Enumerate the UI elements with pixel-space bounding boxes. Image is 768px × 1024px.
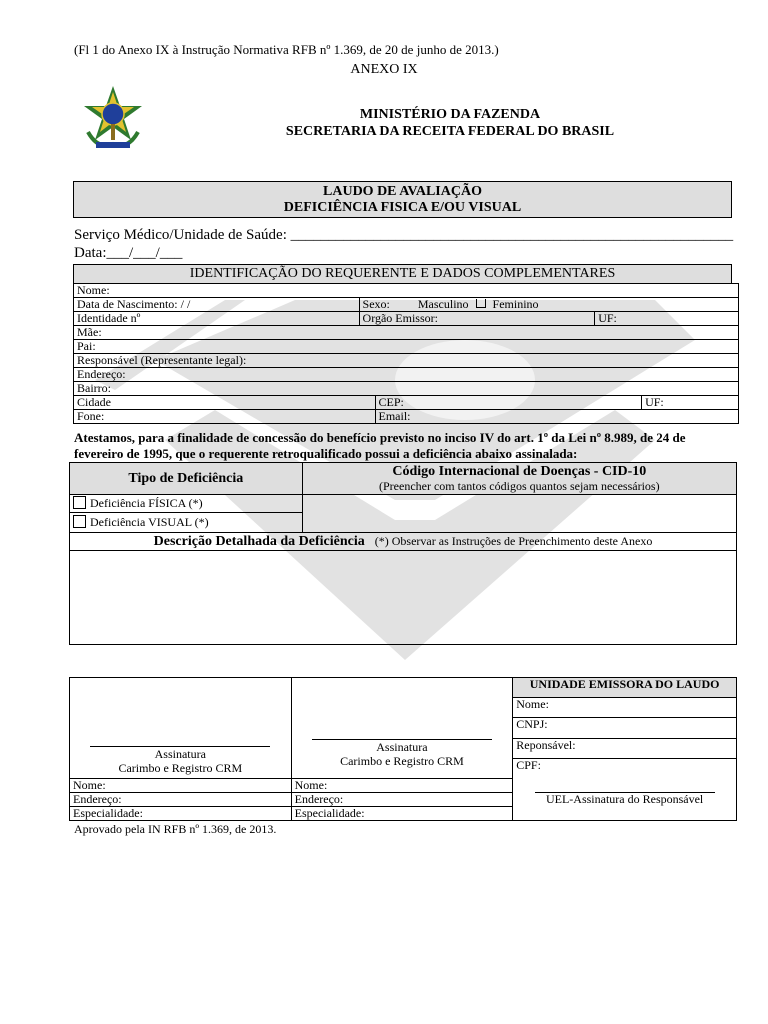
sex-field: [359, 298, 738, 312]
identification-heading: IDENTIFICAÇÃO DO REQUERENTE E DADOS COMPLEMENTARES: [73, 264, 732, 284]
health-service-field[interactable]: Serviço Médico/Unidade de Saúde: ___________________________________________________________: [74, 227, 734, 243]
deficiency-type-heading: Tipo de Deficiência: [70, 463, 303, 495]
table-row: [74, 382, 739, 396]
secretariat-name: SECRETARIA DA RECEITA FEDERAL DO BRASIL: [285, 124, 615, 139]
deficiency-table: [69, 462, 737, 645]
form-title-line1: LAUDO DE AVALIAÇÃO: [323, 184, 482, 199]
name-field[interactable]: Nome:: [74, 284, 739, 298]
issuer-signature[interactable]: [513, 779, 737, 821]
legal-representative-field[interactable]: Responsável (Representante legal):: [74, 354, 739, 368]
annex-label: ANEXO IX: [350, 62, 418, 77]
table-row: [70, 551, 737, 645]
stamp-label: Carimbo e Registro CRM: [118, 761, 243, 775]
physician-1-address-field[interactable]: Endereço:: [70, 793, 292, 807]
table-row: [74, 410, 739, 424]
physical-deficiency-option[interactable]: [70, 495, 303, 513]
approval-note: Aprovado pela IN RFB nº 1.369, de 2013.: [74, 822, 277, 836]
father-field[interactable]: Pai:: [74, 340, 739, 354]
description-heading: Descrição Detalhada da Deficiência: [153, 534, 365, 549]
description-heading-cell: [70, 533, 737, 551]
reference-note: (Fl 1 do Anexo IX à Instrução Normativa RFB nº 1.369, de 20 de junho de 2013.): [74, 42, 499, 57]
female-option-label[interactable]: Feminino: [492, 297, 539, 311]
visual-deficiency-checkbox[interactable]: [73, 515, 86, 528]
issuing-agency-field[interactable]: Orgão Emissor:: [359, 312, 595, 326]
table-row: [74, 312, 739, 326]
identification-table: [73, 283, 739, 424]
issuer-cnpj-field[interactable]: CNPJ:: [513, 718, 737, 738]
table-row: [74, 396, 739, 410]
ministry-name: MINISTÉRIO DA FAZENDA: [359, 107, 541, 122]
mother-field[interactable]: Mãe:: [74, 326, 739, 340]
physical-deficiency-label: Deficiência FÍSICA (*): [90, 496, 203, 510]
cid-note: (Preencher com tantos códigos quantos sejam necessários): [379, 479, 660, 493]
table-row: [70, 533, 737, 551]
physician-1-specialty-field[interactable]: Especialidade:: [70, 807, 292, 821]
table-row: [70, 495, 737, 513]
cid-heading: Código Internacional de Doenças - CID-10: [392, 464, 647, 479]
table-row: [70, 463, 737, 495]
table-row: [70, 779, 737, 793]
form-title-line2: DEFICIÊNCIA FISICA E/OU VISUAL: [283, 200, 522, 215]
address-field[interactable]: Endereço:: [74, 368, 739, 382]
table-row: [74, 284, 739, 298]
male-option-label[interactable]: Masculino: [417, 297, 469, 311]
date-field[interactable]: Data:___/___/___: [74, 245, 183, 261]
attestation-text: Atestamos, para a finalidade de concessão do benefício previsto no inciso IV do art. 1º da Lei nº 8.989, de 24 de fevereiro de 1995, que o requerente retroqualificado possui a deficiência abaixo assinalada:: [74, 430, 686, 461]
physician-signature-1[interactable]: [70, 678, 292, 779]
issuer-cpf-field[interactable]: CPF:: [513, 758, 737, 778]
city-field[interactable]: Cidade: [74, 396, 376, 410]
signature-label: Assinatura: [376, 740, 428, 754]
sex-label: Sexo:: [362, 297, 390, 311]
form-title: [73, 181, 732, 218]
issuer-name-field[interactable]: Nome:: [513, 698, 737, 718]
stamp-label: Carimbo e Registro CRM: [340, 754, 464, 768]
cid-codes-field[interactable]: [302, 495, 736, 533]
cid-heading-cell: [302, 463, 736, 495]
table-row: [74, 326, 739, 340]
table-row: [74, 368, 739, 382]
issuer-signature-label: UEL-Assinatura do Responsável: [545, 792, 704, 806]
table-row: [74, 340, 739, 354]
physical-deficiency-checkbox[interactable]: [73, 496, 86, 509]
table-row: [74, 298, 739, 312]
brazil-coat-of-arms-icon: [78, 84, 148, 156]
physician-2-specialty-field[interactable]: Especialidade:: [291, 807, 513, 821]
female-checkbox[interactable]: [476, 299, 486, 308]
birth-date-field[interactable]: Data de Nascimento: / /: [74, 298, 360, 312]
description-note: (*) Observar as Instruções de Preenchimento deste Anexo: [374, 534, 653, 548]
visual-deficiency-option[interactable]: [70, 513, 303, 533]
table-row: [74, 354, 739, 368]
signature-label: Assinatura: [154, 747, 206, 761]
issuer-responsible-field[interactable]: Reponsável:: [513, 738, 737, 758]
physician-signature-2[interactable]: [291, 678, 513, 779]
id-number-field[interactable]: Identidade nº: [74, 312, 360, 326]
neighborhood-field[interactable]: Bairro:: [74, 382, 739, 396]
description-field[interactable]: [70, 551, 737, 645]
table-row: [70, 678, 737, 698]
uf-field-2[interactable]: UF:: [642, 396, 739, 410]
uf-field[interactable]: UF:: [595, 312, 739, 326]
cep-field[interactable]: CEP:: [375, 396, 642, 410]
visual-deficiency-label: Deficiência VISUAL (*): [90, 515, 209, 529]
signature-table: [69, 677, 737, 821]
email-field[interactable]: Email:: [375, 410, 739, 424]
physician-2-address-field[interactable]: Endereço:: [291, 793, 513, 807]
ministry-heading: [240, 106, 660, 140]
physician-2-name-field[interactable]: Nome:: [291, 779, 513, 793]
issuer-heading: UNIDADE EMISSORA DO LAUDO: [513, 678, 737, 698]
physician-1-name-field[interactable]: Nome:: [70, 779, 292, 793]
phone-field[interactable]: Fone:: [74, 410, 376, 424]
